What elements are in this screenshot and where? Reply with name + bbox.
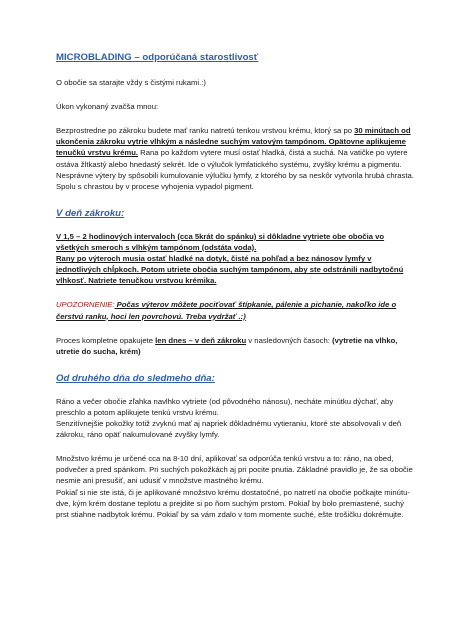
procedure-emphasis: len dnes – v deň zákroku <box>155 335 247 345</box>
instruction-intervals: V 1,5 – 2 hodinových intervaloch (cca 5krát do spánku) si dôkladne vytriete obe obočia vo všetkých smeroch s vlhkým tampónom (odstáta voda). <box>56 231 385 253</box>
aftercare-text-start: Bezprostredne po zákroku budete mať ranku natretú tenkou vrstvou krému, ktorý sa po <box>56 126 355 136</box>
morning-evening-paragraph: Ráno a večer obočie zľahka navlhko vytriete (od pôvodného nánosu), necháte minútku dýchať, aby preschlo a potom aplikujete tenkú vrstvu krému. <box>56 396 394 417</box>
procedure-repeat-paragraph <box>56 335 418 357</box>
warning-label: UPOZORNENIE: <box>56 300 115 310</box>
sensitive-skin-paragraph: Senzitívnejšie pokožky totiž zvyknú mať aj napriek dôkladnému vytieraniu, ktoré ste absolvovali v deň zákroku, ráno opäť nakumulované zvyšky lymfy. <box>56 419 402 440</box>
aftercare-paragraph <box>56 125 418 192</box>
cream-check-paragraph: Pokiaľ si nie ste istá, či je aplikované množstvo krému dostatočné, po natretí na obočie počkajte minútu-dve, kým krém dostane teplotu a prejdite si po ňom suchým prstom. Pokiaľ by bolo premastené, suchý prst stiahne nadbytok krému. Pokiaľ by sa vám zdalo v tom momente suché, ešte trošičku dokrémujte. <box>56 487 410 519</box>
instruction-wipe-result: Rany po výteroch musia ostať hladké na dotyk, čisté na pohľad a bez nánosov lymfy v jednotlivých chĺpkoch. Potom utriete obočia suchým tampónom, aby ste odstránili nadbytočnú vlhkosť. Natriete tenučkou vrstvou krémika. <box>56 254 404 286</box>
section-heading-procedure-day: V deň zákroku: <box>56 207 125 219</box>
procedure-text-mid: v nasledovných časoch: <box>246 335 333 345</box>
intro-procedure: Úkon vykonaný zvačša mnou: <box>56 102 159 112</box>
intro-hygiene: O obočie sa starajte vždy s čistými rukami.:) <box>56 78 206 88</box>
cream-amount-paragraph: Množstvo krému je určené cca na 8-10 dní, aplikovať sa odporúča tenkú vrstvu a to: ráno, na obed, podvečer a pred spánkom. Pri suchých pokožkách aj pri pocite pnutia. Základné pravidlo je, že sa obočie nesmie ani presušiť, ani udusiť v množstve mastného krému. <box>56 454 413 486</box>
document-title: MICROBLADING – odporúčaná starostlivosť <box>56 52 259 63</box>
procedure-text-start: Proces kompletne opakujete <box>56 335 156 345</box>
aftercare-text-end: Rana po každom vytere musí ostať hladká, čistá a suchá. Na vatičke po vytere ostáva žltkastý alebo hnedastý sekrét. Ide o výlučok lymfatického systému, zvyšky krému a pigmentu. Nesprávne výtery by spôsobili kumulovanie výlučku lymfy, z ktorého by sa neskôr vytvorila hrubá chrasta. Spolu s chrastou by v procese vyhojenia vypadol pigment. <box>56 148 414 191</box>
aftercare-emphasis: 30 minútach od ukončenia zákroku vytrie vlhkým a následne suchým vatovým tampónom. Opätovne aplikujeme tenučkú vrstvu krému. <box>56 126 411 158</box>
section-heading-following-days: Od druhého dňa do sledmeho dňa: <box>56 372 215 384</box>
warning-paragraph <box>56 299 418 321</box>
warning-text: Počas výterov môžete pociťovať štípkanie, pálenie a pichanie, nakoľko ide o čerstvú ranku, hoci len povrchovú. Treba vydržať .:) <box>56 300 397 321</box>
procedure-steps: (vytretie na vlhko, utretie do sucha, krém) <box>56 335 398 356</box>
